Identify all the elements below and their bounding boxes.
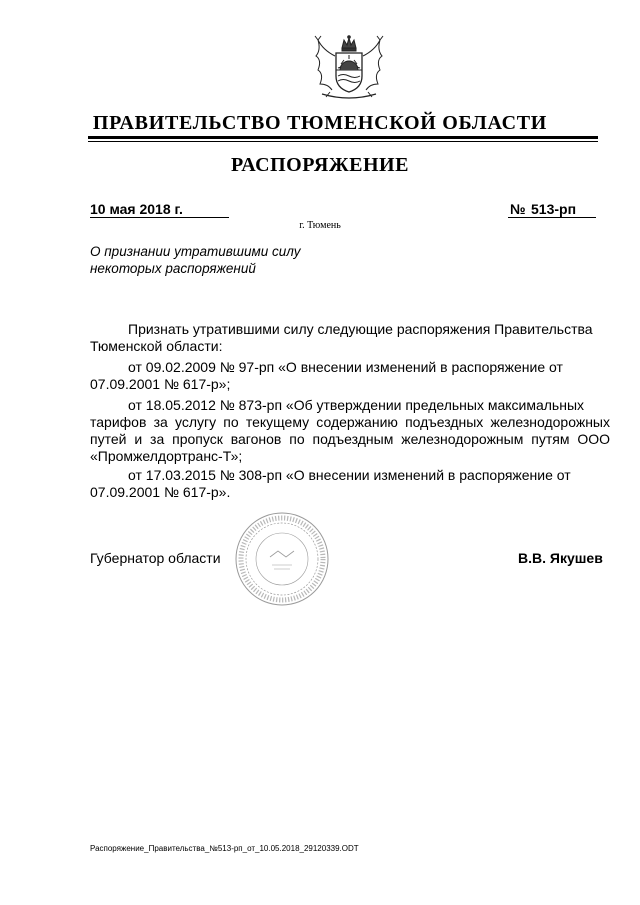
signer-name: В.В. Якушев <box>518 550 603 566</box>
paragraph-first-line: от 09.02.2009 № 97-рп «О внесении изменений в распоряжение от <box>128 359 563 375</box>
number-underline <box>508 217 596 218</box>
body-paragraph-item-1 <box>90 359 610 393</box>
body-paragraph-item-3 <box>90 467 610 501</box>
header-rule-thin <box>88 141 598 142</box>
government-title: ПРАВИТЕЛЬСТВО ТЮМЕНСКОЙ ОБЛАСТИ <box>92 112 548 134</box>
paragraph-first-line: от 18.05.2012 № 873-рп «Об утверждении предельных максимальных <box>128 397 585 413</box>
footer-filename: Распоряжение_Правительства_№513-рп_от_10.05.2018_29120339.ODT <box>90 844 359 853</box>
paragraph-continuation: 07.09.2001 № 617-р». <box>90 484 231 500</box>
document-subject <box>90 243 300 277</box>
paragraph-continuation: Тюменской области: <box>90 338 223 354</box>
subject-line-1: О признании утратившими силу <box>90 244 301 259</box>
coat-of-arms-icon <box>308 34 390 102</box>
body-paragraph-intro <box>90 321 610 355</box>
document-city: г. Тюмень <box>299 220 341 231</box>
body-paragraph-item-2 <box>90 397 610 465</box>
paragraph-continuation: 07.09.2001 № 617-р»; <box>90 376 231 392</box>
signer-title: Губернатор области <box>90 550 221 566</box>
signature-stamp-icon <box>234 511 330 607</box>
date-underline <box>90 217 229 218</box>
paragraph-first-line: от 17.03.2015 № 308-рп «О внесении изменений в распоряжение от <box>128 467 571 483</box>
paragraph-first-line: Признать утратившими силу следующие распоряжения Правительства <box>128 321 593 337</box>
header-rule-thick <box>88 136 598 139</box>
number-sign: № <box>510 201 526 217</box>
document-date: 10 мая 2018 г. <box>90 201 183 217</box>
document-type-title: РАСПОРЯЖЕНИЕ <box>231 154 409 176</box>
paragraph-continuation: тарифов за услугу по текущему содержанию подъездных железнодорожных путей и за пропуск вагонов по подъездным железнодорожным путям ООО «Промжелдортранс-Т»; <box>90 414 610 464</box>
document-number: 513-рп <box>531 201 577 217</box>
subject-line-2: некоторых распоряжений <box>90 261 256 276</box>
